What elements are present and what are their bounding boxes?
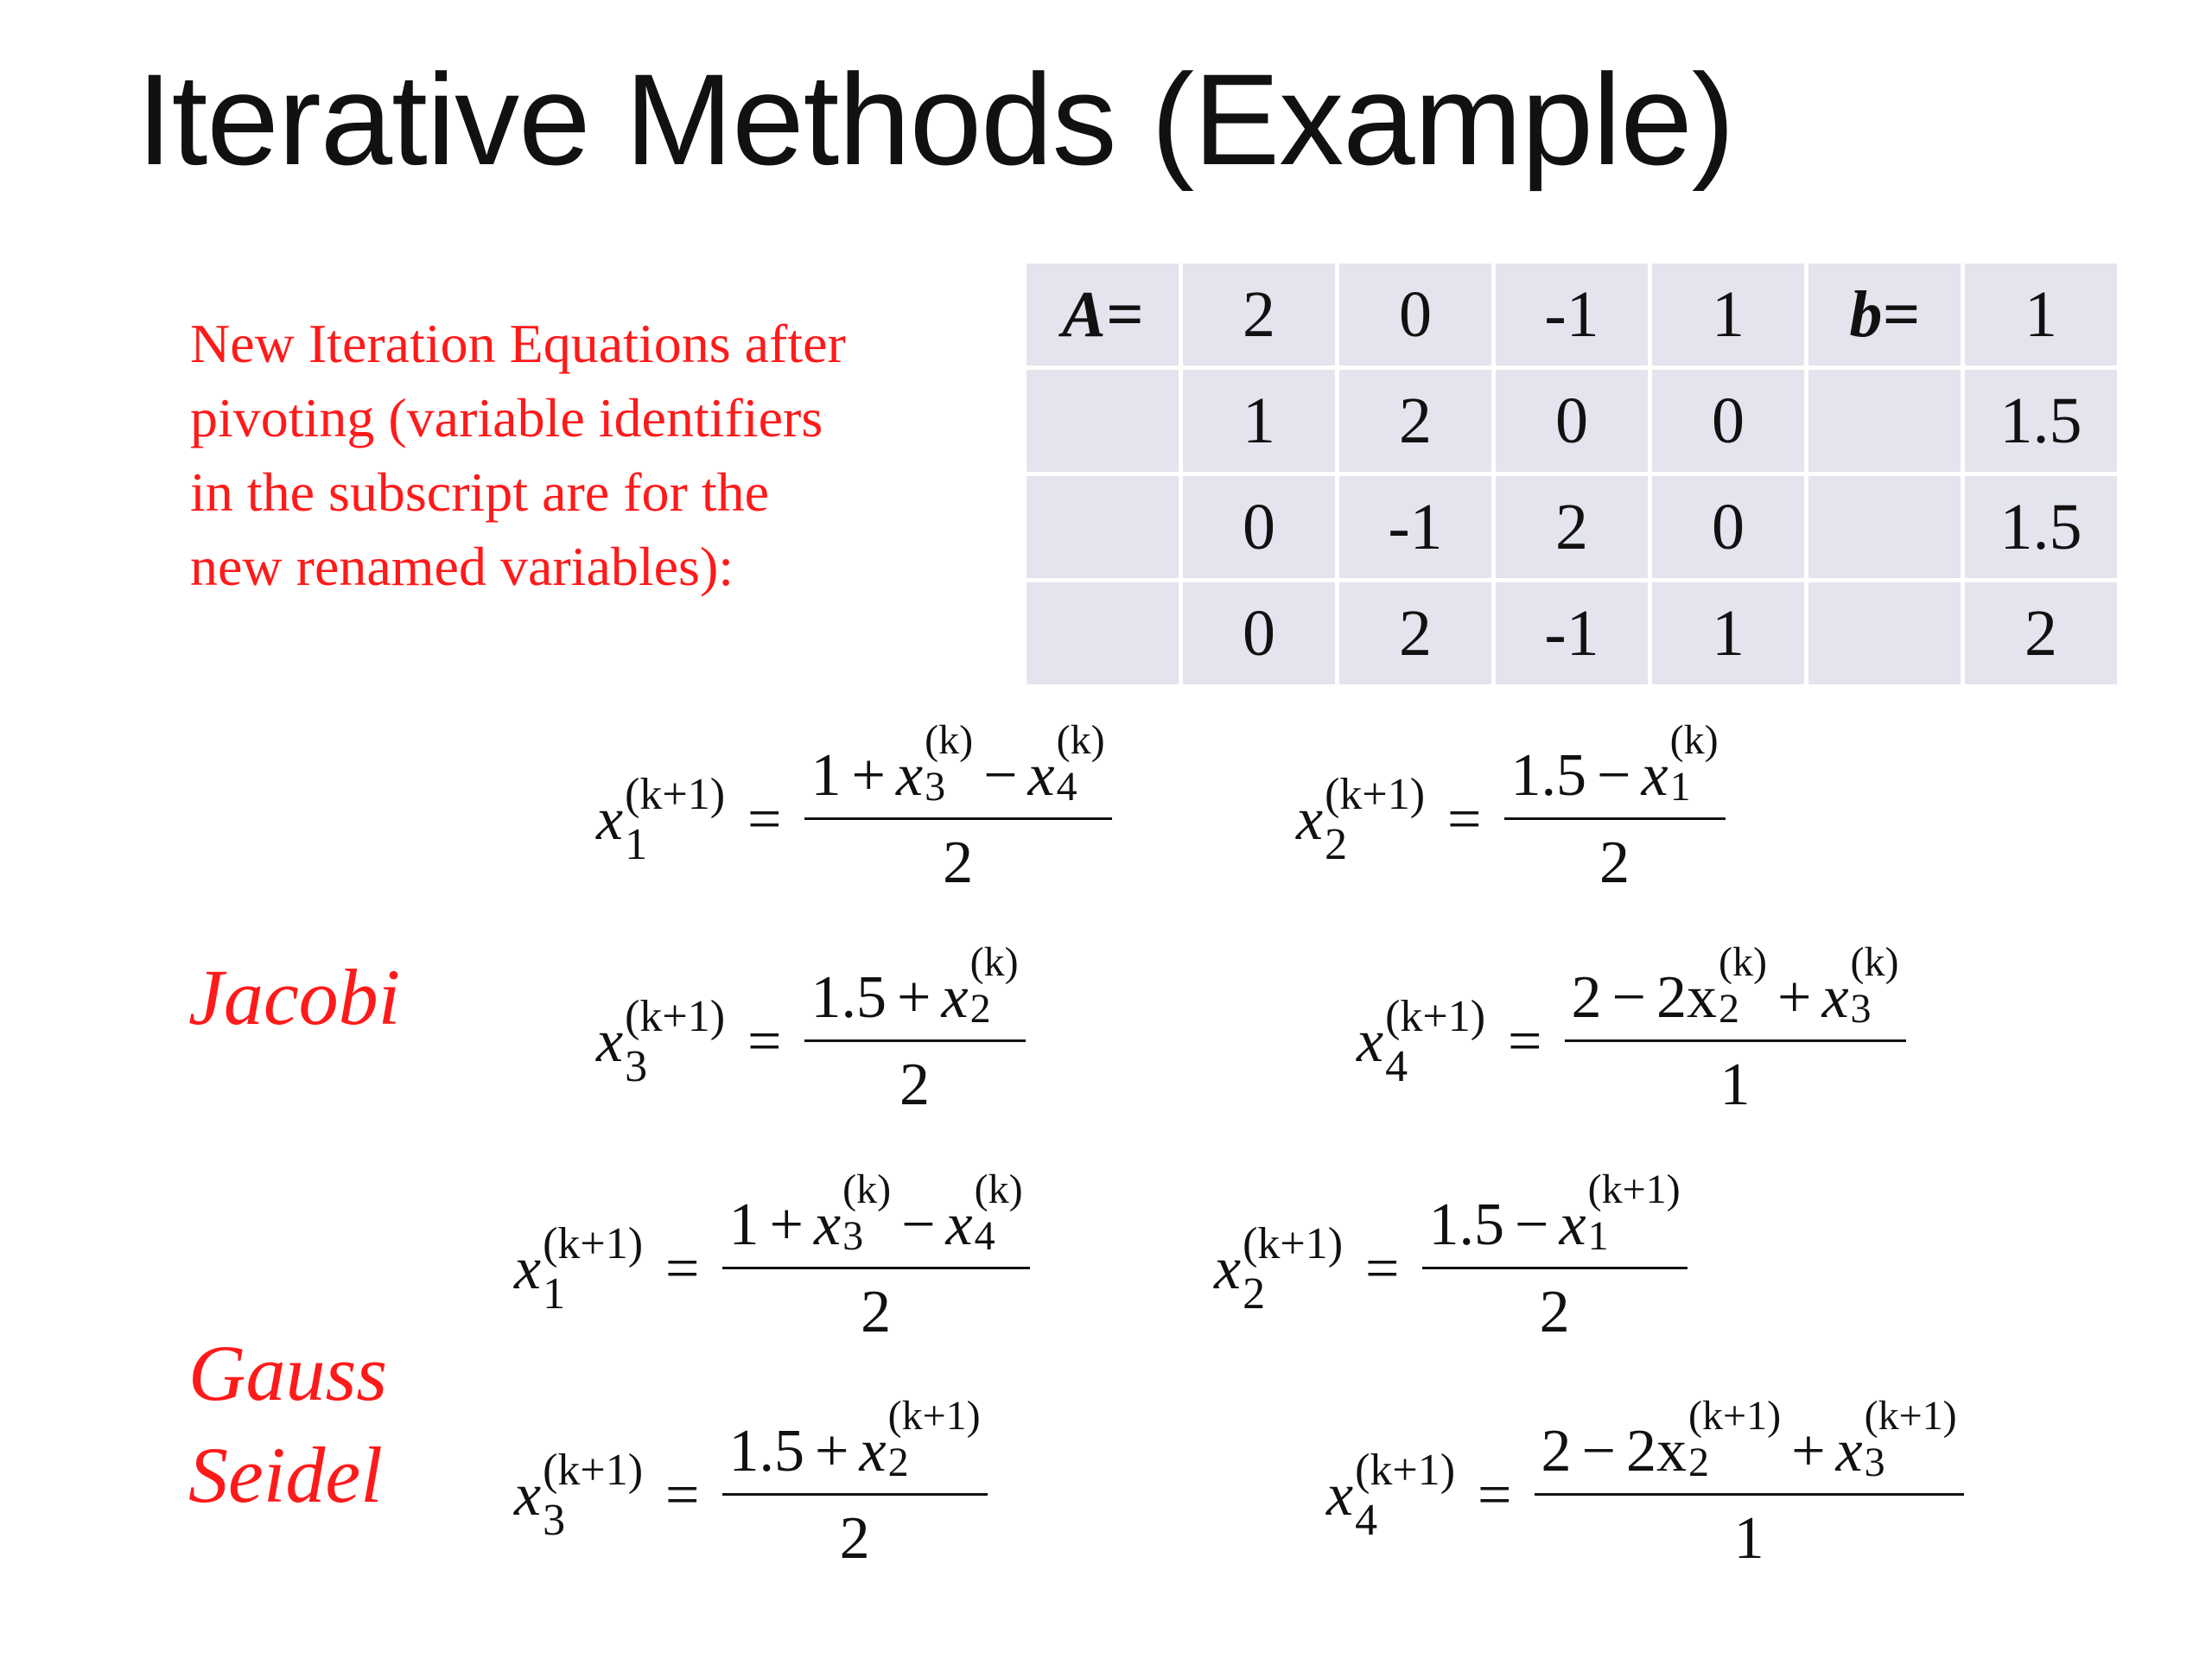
empty-cell [1808, 370, 1961, 472]
numerator: 1 + x (k) 3 − x (k) 4 [810, 717, 1105, 810]
seidel-label: Seidel [188, 1431, 383, 1519]
matrix-cell: 2 [1339, 370, 1491, 472]
matrix-cell: 2 [1339, 582, 1491, 684]
matrix-cell: -1 [1339, 476, 1491, 578]
matrix-cell: -1 [1496, 582, 1648, 684]
empty-cell [1808, 582, 1961, 684]
jacobi-eq-x3 [596, 939, 1026, 1120]
denominator: 2 [1422, 1267, 1688, 1347]
slide-title: Iterative Methods (Example) [137, 47, 1734, 192]
gauss-eq-x4 [1326, 1393, 1964, 1573]
equals-sign: = [1365, 1235, 1400, 1302]
jacobi-eq-x2 [1296, 717, 1726, 898]
matrix-cell: 0 [1339, 264, 1491, 365]
numerator: 1.5 + x (k+1) 2 [728, 1393, 981, 1485]
lhs-variable: x (k+1) 1 [514, 1218, 644, 1319]
vector-cell: 1.5 [1965, 370, 2117, 472]
lhs-variable: x (k+1) 1 [596, 769, 726, 869]
denominator: 2 [722, 1493, 988, 1573]
lhs-variable: x (k+1) 2 [1214, 1218, 1344, 1319]
matrix-cell: 0 [1652, 476, 1804, 578]
numerator: 2 − 2x (k+1) 2 + x (k+1) 3 [1541, 1393, 1957, 1485]
fraction [804, 717, 1112, 898]
gauss-eq-x2 [1214, 1166, 1688, 1347]
empty-cell [1027, 582, 1179, 684]
table-row [1027, 582, 2117, 684]
lhs-variable: x (k+1) 3 [514, 1445, 644, 1545]
note-line: pivoting (variable identifiers [190, 387, 823, 448]
denominator: 2 [1504, 817, 1726, 898]
vector-cell: 1 [1965, 264, 2117, 365]
denominator: 2 [804, 1039, 1026, 1120]
fraction [1565, 939, 1906, 1120]
denominator: 1 [1565, 1039, 1906, 1120]
equals-sign: = [747, 1007, 782, 1075]
vector-cell: 1.5 [1965, 476, 2117, 578]
matrix-cell: 1 [1652, 582, 1804, 684]
jacobi-label: Jacobi [188, 953, 401, 1041]
table-row [1027, 264, 2117, 365]
matrix-table [1022, 259, 2121, 689]
matrix-cell: 0 [1652, 370, 1804, 472]
fraction [804, 939, 1026, 1120]
empty-cell [1027, 476, 1179, 578]
vector-b-label: b= [1808, 264, 1961, 365]
note-line: New Iteration Equations after [190, 313, 846, 374]
vector-cell: 2 [1965, 582, 2117, 684]
matrix-cell: 2 [1496, 476, 1648, 578]
empty-cell [1808, 476, 1961, 578]
matrix-cell: -1 [1496, 264, 1648, 365]
pivot-note [190, 307, 950, 604]
fraction [722, 1393, 988, 1573]
fraction [1535, 1393, 1964, 1573]
lhs-variable: x (k+1) 4 [1326, 1445, 1456, 1545]
numerator: 1.5 + x (k) 2 [810, 939, 1019, 1032]
fraction [1422, 1166, 1688, 1347]
denominator: 1 [1535, 1493, 1964, 1573]
fraction [1504, 717, 1726, 898]
matrix-cell: 1 [1183, 370, 1335, 472]
equals-sign: = [1447, 785, 1482, 853]
numerator: 1.5 − x (k) 1 [1510, 717, 1719, 810]
equals-sign: = [1508, 1007, 1542, 1075]
jacobi-eq-x4 [1357, 939, 1906, 1120]
numerator: 1.5 − x (k+1) 1 [1428, 1166, 1681, 1259]
lhs-variable: x (k+1) 4 [1357, 991, 1486, 1091]
matrix-cell: 2 [1183, 264, 1335, 365]
note-line: in the subscript are for the [190, 461, 769, 523]
note-line: new renamed variables): [190, 536, 734, 597]
gauss-eq-x3 [514, 1393, 988, 1573]
matrix-a-label: A= [1027, 264, 1179, 365]
lhs-variable: x (k+1) 2 [1296, 769, 1426, 869]
matrix-cell: 0 [1183, 476, 1335, 578]
denominator: 2 [722, 1267, 1030, 1347]
fraction [722, 1166, 1030, 1347]
lhs-variable: x (k+1) 3 [596, 991, 726, 1091]
matrix-cell: 0 [1183, 582, 1335, 684]
numerator: 2 − 2x (k) 2 + x (k) 3 [1571, 939, 1899, 1032]
matrix-cell: 0 [1496, 370, 1648, 472]
table-row [1027, 370, 2117, 472]
equals-sign: = [665, 1235, 700, 1302]
equals-sign: = [665, 1461, 700, 1529]
equals-sign: = [1478, 1461, 1512, 1529]
table-row [1027, 476, 2117, 578]
equals-sign: = [747, 785, 782, 853]
numerator: 1 + x (k) 3 − x (k) 4 [728, 1166, 1023, 1259]
denominator: 2 [804, 817, 1112, 898]
gauss-eq-x1 [514, 1166, 1030, 1347]
matrix-cell: 1 [1652, 264, 1804, 365]
gauss-label: Gauss [188, 1329, 388, 1417]
empty-cell [1027, 370, 1179, 472]
jacobi-eq-x1 [596, 717, 1112, 898]
